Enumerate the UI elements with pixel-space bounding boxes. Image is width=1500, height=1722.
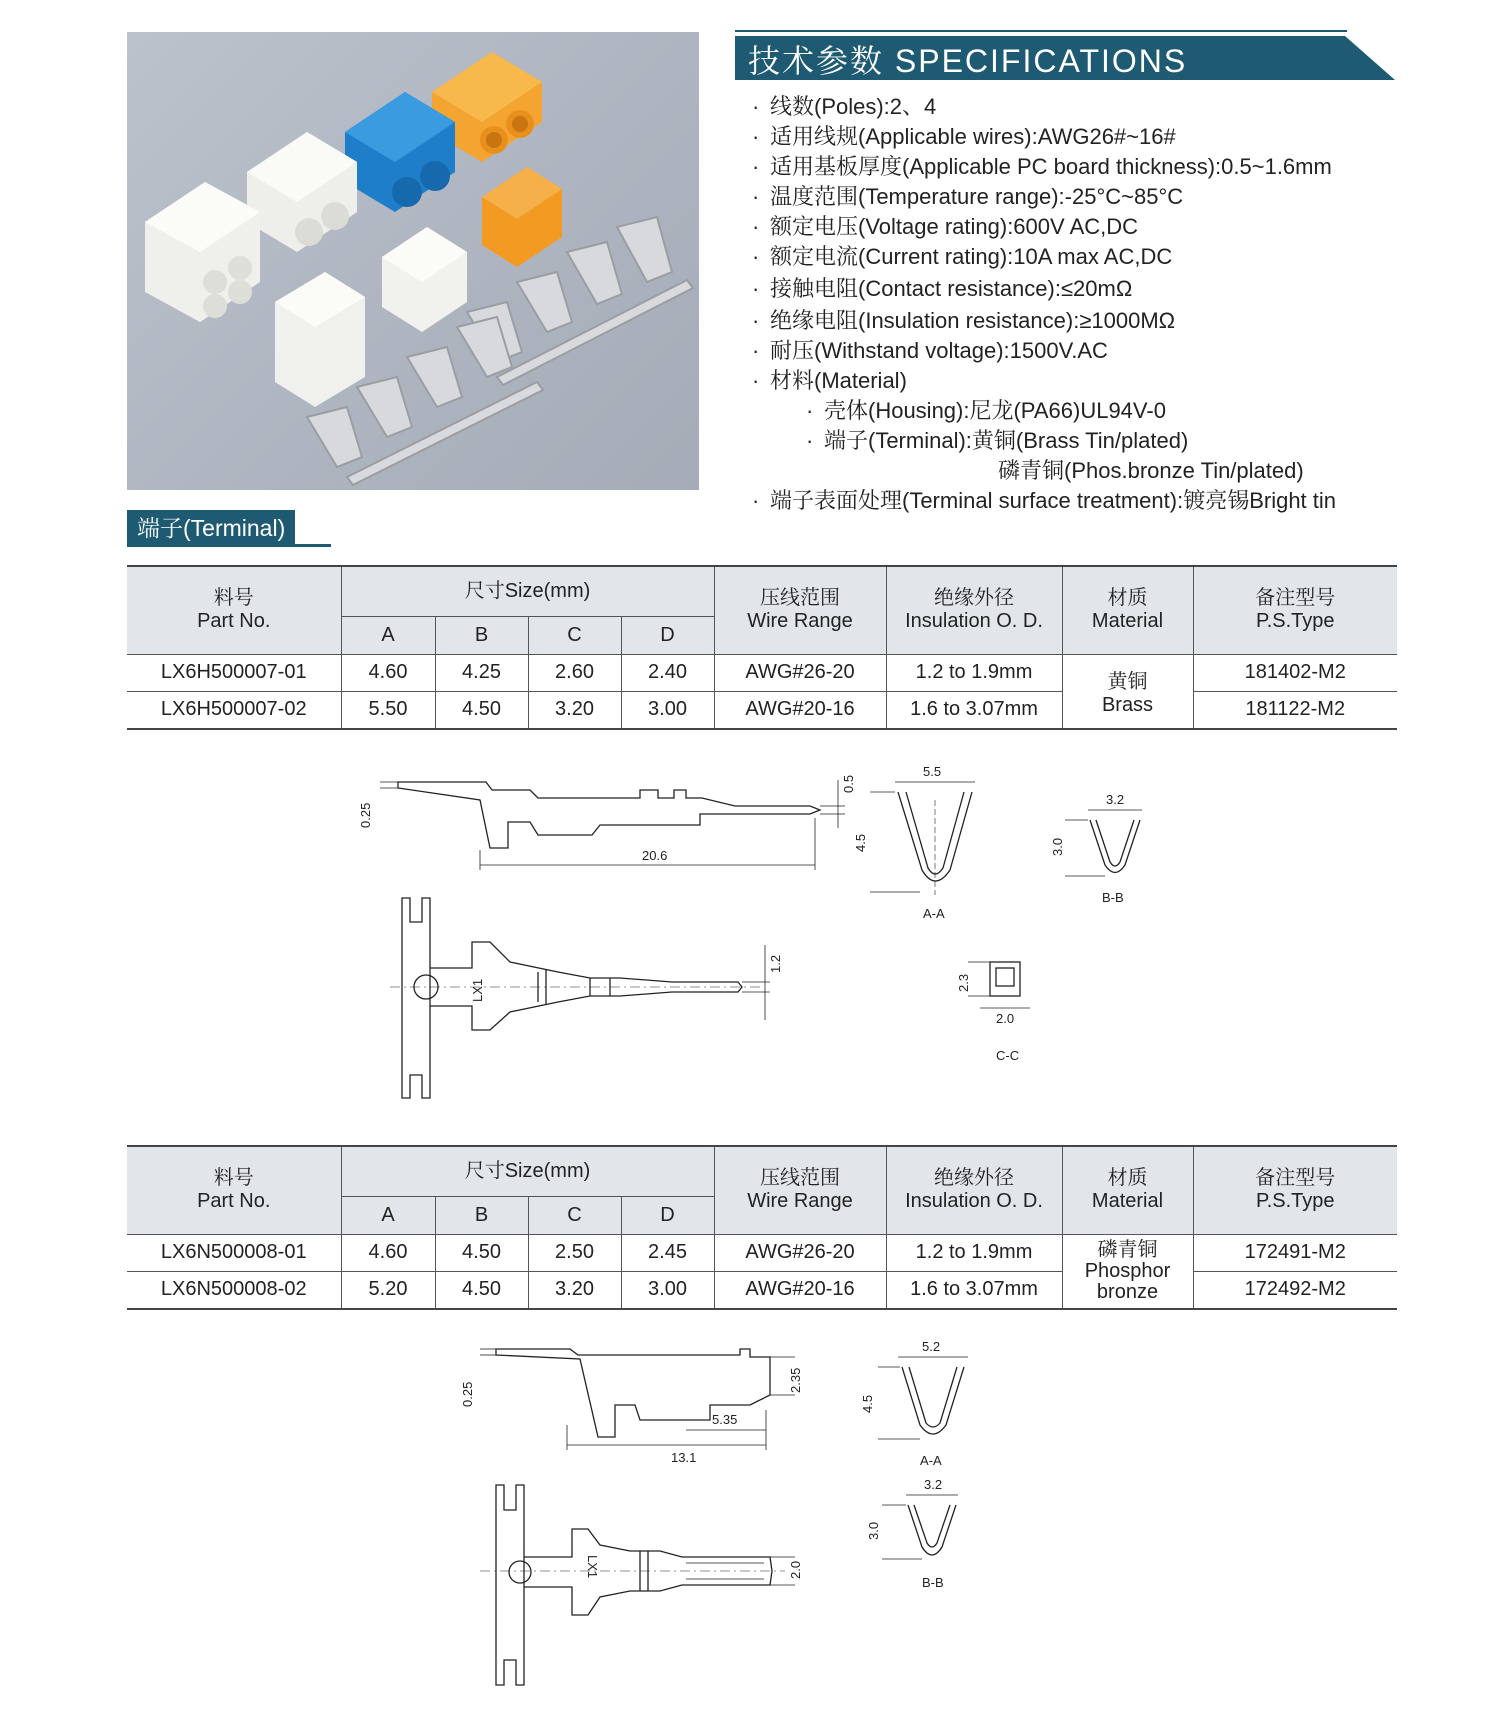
header-c: C — [528, 616, 621, 654]
spec-list — [752, 92, 1492, 516]
cell-wire: AWG#20-16 — [714, 691, 886, 729]
dim-1-2: 1.2 — [768, 954, 783, 973]
table-row — [127, 1234, 1397, 1271]
cell-b: 4.50 — [435, 1234, 528, 1271]
dim-bb-w: 3.2 — [1106, 792, 1125, 807]
cell-d: 3.00 — [621, 1271, 714, 1309]
cell-ps: 172491-M2 — [1193, 1234, 1397, 1271]
terminal-underline — [127, 544, 331, 547]
header-insulation: 绝缘外径 Insulation O. D. — [886, 566, 1062, 654]
header-material: 材质 Material — [1062, 566, 1193, 654]
header-a: A — [341, 616, 435, 654]
cell-part: LX6H500007-01 — [127, 654, 341, 691]
cell-c: 3.20 — [528, 691, 621, 729]
header-part-no: 料号 Part No. — [127, 566, 341, 654]
dim-13-1: 13.1 — [671, 1450, 697, 1465]
side-view-1 — [380, 780, 845, 870]
spec-item: · 耐压(Withstand voltage):1500V.AC — [752, 338, 1108, 363]
white-housing-small — [382, 227, 467, 332]
header-ps-type: 备注型号 P.S.Type — [1193, 566, 1397, 654]
white-housing-4pole-small — [275, 272, 365, 407]
section-bb-1 — [1065, 810, 1142, 876]
dim-0-25: 0.25 — [358, 802, 373, 828]
header-insulation: 绝缘外径 Insulation O. D. — [886, 1146, 1062, 1234]
mark-lx1: LX1 — [585, 1555, 600, 1579]
spec-item-terminal: · 端子(Terminal):黄铜(Brass Tin/plated) — [806, 428, 1189, 453]
cell-c: 2.50 — [528, 1234, 621, 1271]
product-photo — [127, 32, 699, 490]
cell-ins: 1.6 to 3.07mm — [886, 691, 1062, 729]
table-row — [127, 1271, 1397, 1309]
dim-aa-w: 5.5 — [923, 764, 942, 779]
header-size: 尺寸Size(mm) — [341, 1146, 714, 1196]
cell-wire: AWG#26-20 — [714, 1234, 886, 1271]
spec-item-housing: · 壳体(Housing):尼龙(PA66)UL94V-0 — [806, 398, 1166, 423]
top-view-1 — [390, 898, 770, 1098]
dim-cc-w: 2.0 — [996, 1011, 1015, 1026]
spec-item-surface: · 端子表面处理(Terminal surface treatment):镀亮锡Bright tin — [752, 488, 1337, 513]
top-view-2 — [480, 1485, 795, 1685]
cell-wire: AWG#20-16 — [714, 1271, 886, 1309]
header-b: B — [435, 616, 528, 654]
cell-b: 4.50 — [435, 691, 528, 729]
terminal-section-label: 端子(Terminal) — [127, 510, 295, 546]
dim-aa-w: 5.2 — [922, 1339, 941, 1354]
cell-d: 3.00 — [621, 691, 714, 729]
spec-item: · 接触电阻(Contact resistance):≤20mΩ — [752, 276, 1133, 301]
white-housing-4pole — [145, 182, 260, 322]
header-material: 材质 Material — [1062, 1146, 1193, 1234]
connector-illustration — [127, 32, 699, 490]
cell-part: LX6N500008-02 — [127, 1271, 341, 1309]
cell-part: LX6H500007-02 — [127, 691, 341, 729]
spec-item: · 材料(Material) — [752, 368, 907, 393]
header-a: A — [341, 1196, 435, 1234]
white-housing-2pole — [247, 132, 357, 252]
header-size: 尺寸Size(mm) — [341, 566, 714, 616]
cell-a: 5.20 — [341, 1271, 435, 1309]
dim-0-5: 0.5 — [841, 774, 856, 793]
cell-material: 磷青铜 Phosphor bronze — [1062, 1234, 1193, 1309]
cell-d: 2.40 — [621, 654, 714, 691]
label-aa: A-A — [920, 1453, 942, 1468]
dim-bb-h: 3.0 — [866, 1521, 881, 1540]
cell-d: 2.45 — [621, 1234, 714, 1271]
cell-ps: 172492-M2 — [1193, 1271, 1397, 1309]
mark-lx1: LX1 — [470, 978, 485, 1002]
dim-aa-h: 4.5 — [853, 833, 868, 852]
header-c: C — [528, 1196, 621, 1234]
cell-c: 3.20 — [528, 1271, 621, 1309]
dim-2-0: 2.0 — [788, 1560, 803, 1579]
cell-a: 4.60 — [341, 1234, 435, 1271]
spec-item: · 线数(Poles):2、4 — [752, 94, 937, 119]
label-bb: B-B — [922, 1575, 944, 1590]
dim-bb-w: 3.2 — [924, 1477, 943, 1492]
spec-item: · 额定电流(Current rating):10A max AC,DC — [752, 244, 1173, 269]
cell-b: 4.25 — [435, 654, 528, 691]
cell-ins: 1.6 to 3.07mm — [886, 1271, 1062, 1309]
spec-item-terminal-alt: 磷青铜(Phos.bronze Tin/plated) — [998, 458, 1304, 483]
spec-item: · 绝缘电阻(Insulation resistance):≥1000MΩ — [752, 308, 1176, 333]
section-cc-1 — [968, 962, 1030, 1008]
label-cc: C-C — [996, 1048, 1020, 1063]
header-b: B — [435, 1196, 528, 1234]
header-part-no: 料号 Part No. — [127, 1146, 341, 1234]
orange-housing-small — [482, 167, 562, 267]
terminal-table-brass — [127, 565, 1397, 730]
header-d: D — [621, 616, 714, 654]
dim-2-35: 2.35 — [788, 1367, 803, 1393]
side-view-2 — [480, 1349, 795, 1450]
cell-ins: 1.2 to 1.9mm — [886, 1234, 1062, 1271]
dim-cc-h: 2.3 — [956, 973, 971, 992]
cell-c: 2.60 — [528, 654, 621, 691]
cell-b: 4.50 — [435, 1271, 528, 1309]
section-aa-2 — [878, 1357, 968, 1439]
cell-material: 黄铜 Brass — [1062, 654, 1193, 729]
cell-part: LX6N500008-01 — [127, 1234, 341, 1271]
cell-ins: 1.2 to 1.9mm — [886, 654, 1062, 691]
dim-20-6: 20.6 — [642, 848, 668, 863]
cell-wire: AWG#26-20 — [714, 654, 886, 691]
label-aa: A-A — [923, 906, 945, 921]
spec-item: · 温度范围(Temperature range):-25°C~85°C — [752, 184, 1184, 209]
header-ps-type: 备注型号 P.S.Type — [1193, 1146, 1397, 1234]
spec-item: · 适用基板厚度(Applicable PC board thickness):0.5~1.6mm — [752, 154, 1332, 179]
header-wire-range: 压线范围 Wire Range — [714, 566, 886, 654]
dim-aa-h: 4.5 — [860, 1394, 875, 1413]
label-bb: B-B — [1102, 890, 1124, 905]
section-bb-2 — [882, 1495, 958, 1559]
spec-item: · 适用线规(Applicable wires):AWG26#~16# — [752, 124, 1176, 149]
spec-item: · 额定电压(Voltage rating):600V AC,DC — [752, 214, 1139, 239]
header-d: D — [621, 1196, 714, 1234]
dim-5-35: 5.35 — [712, 1412, 738, 1427]
dim-0-25: 0.25 — [460, 1381, 475, 1407]
cell-a: 5.50 — [341, 691, 435, 729]
terminal-drawing-1 — [340, 740, 1260, 1140]
terminal-table-phosphor — [127, 1145, 1397, 1310]
terminal-drawing-2 — [450, 1325, 1110, 1715]
cell-a: 4.60 — [341, 654, 435, 691]
cell-ps: 181122-M2 — [1193, 691, 1397, 729]
table-row — [127, 654, 1397, 691]
spec-title: 技术参数 SPECIFICATIONS — [748, 43, 1188, 79]
cell-ps: 181402-M2 — [1193, 654, 1397, 691]
dim-bb-h: 3.0 — [1050, 837, 1065, 856]
section-aa-1 — [870, 782, 975, 895]
table-row — [127, 691, 1397, 729]
header-wire-range: 压线范围 Wire Range — [714, 1146, 886, 1234]
